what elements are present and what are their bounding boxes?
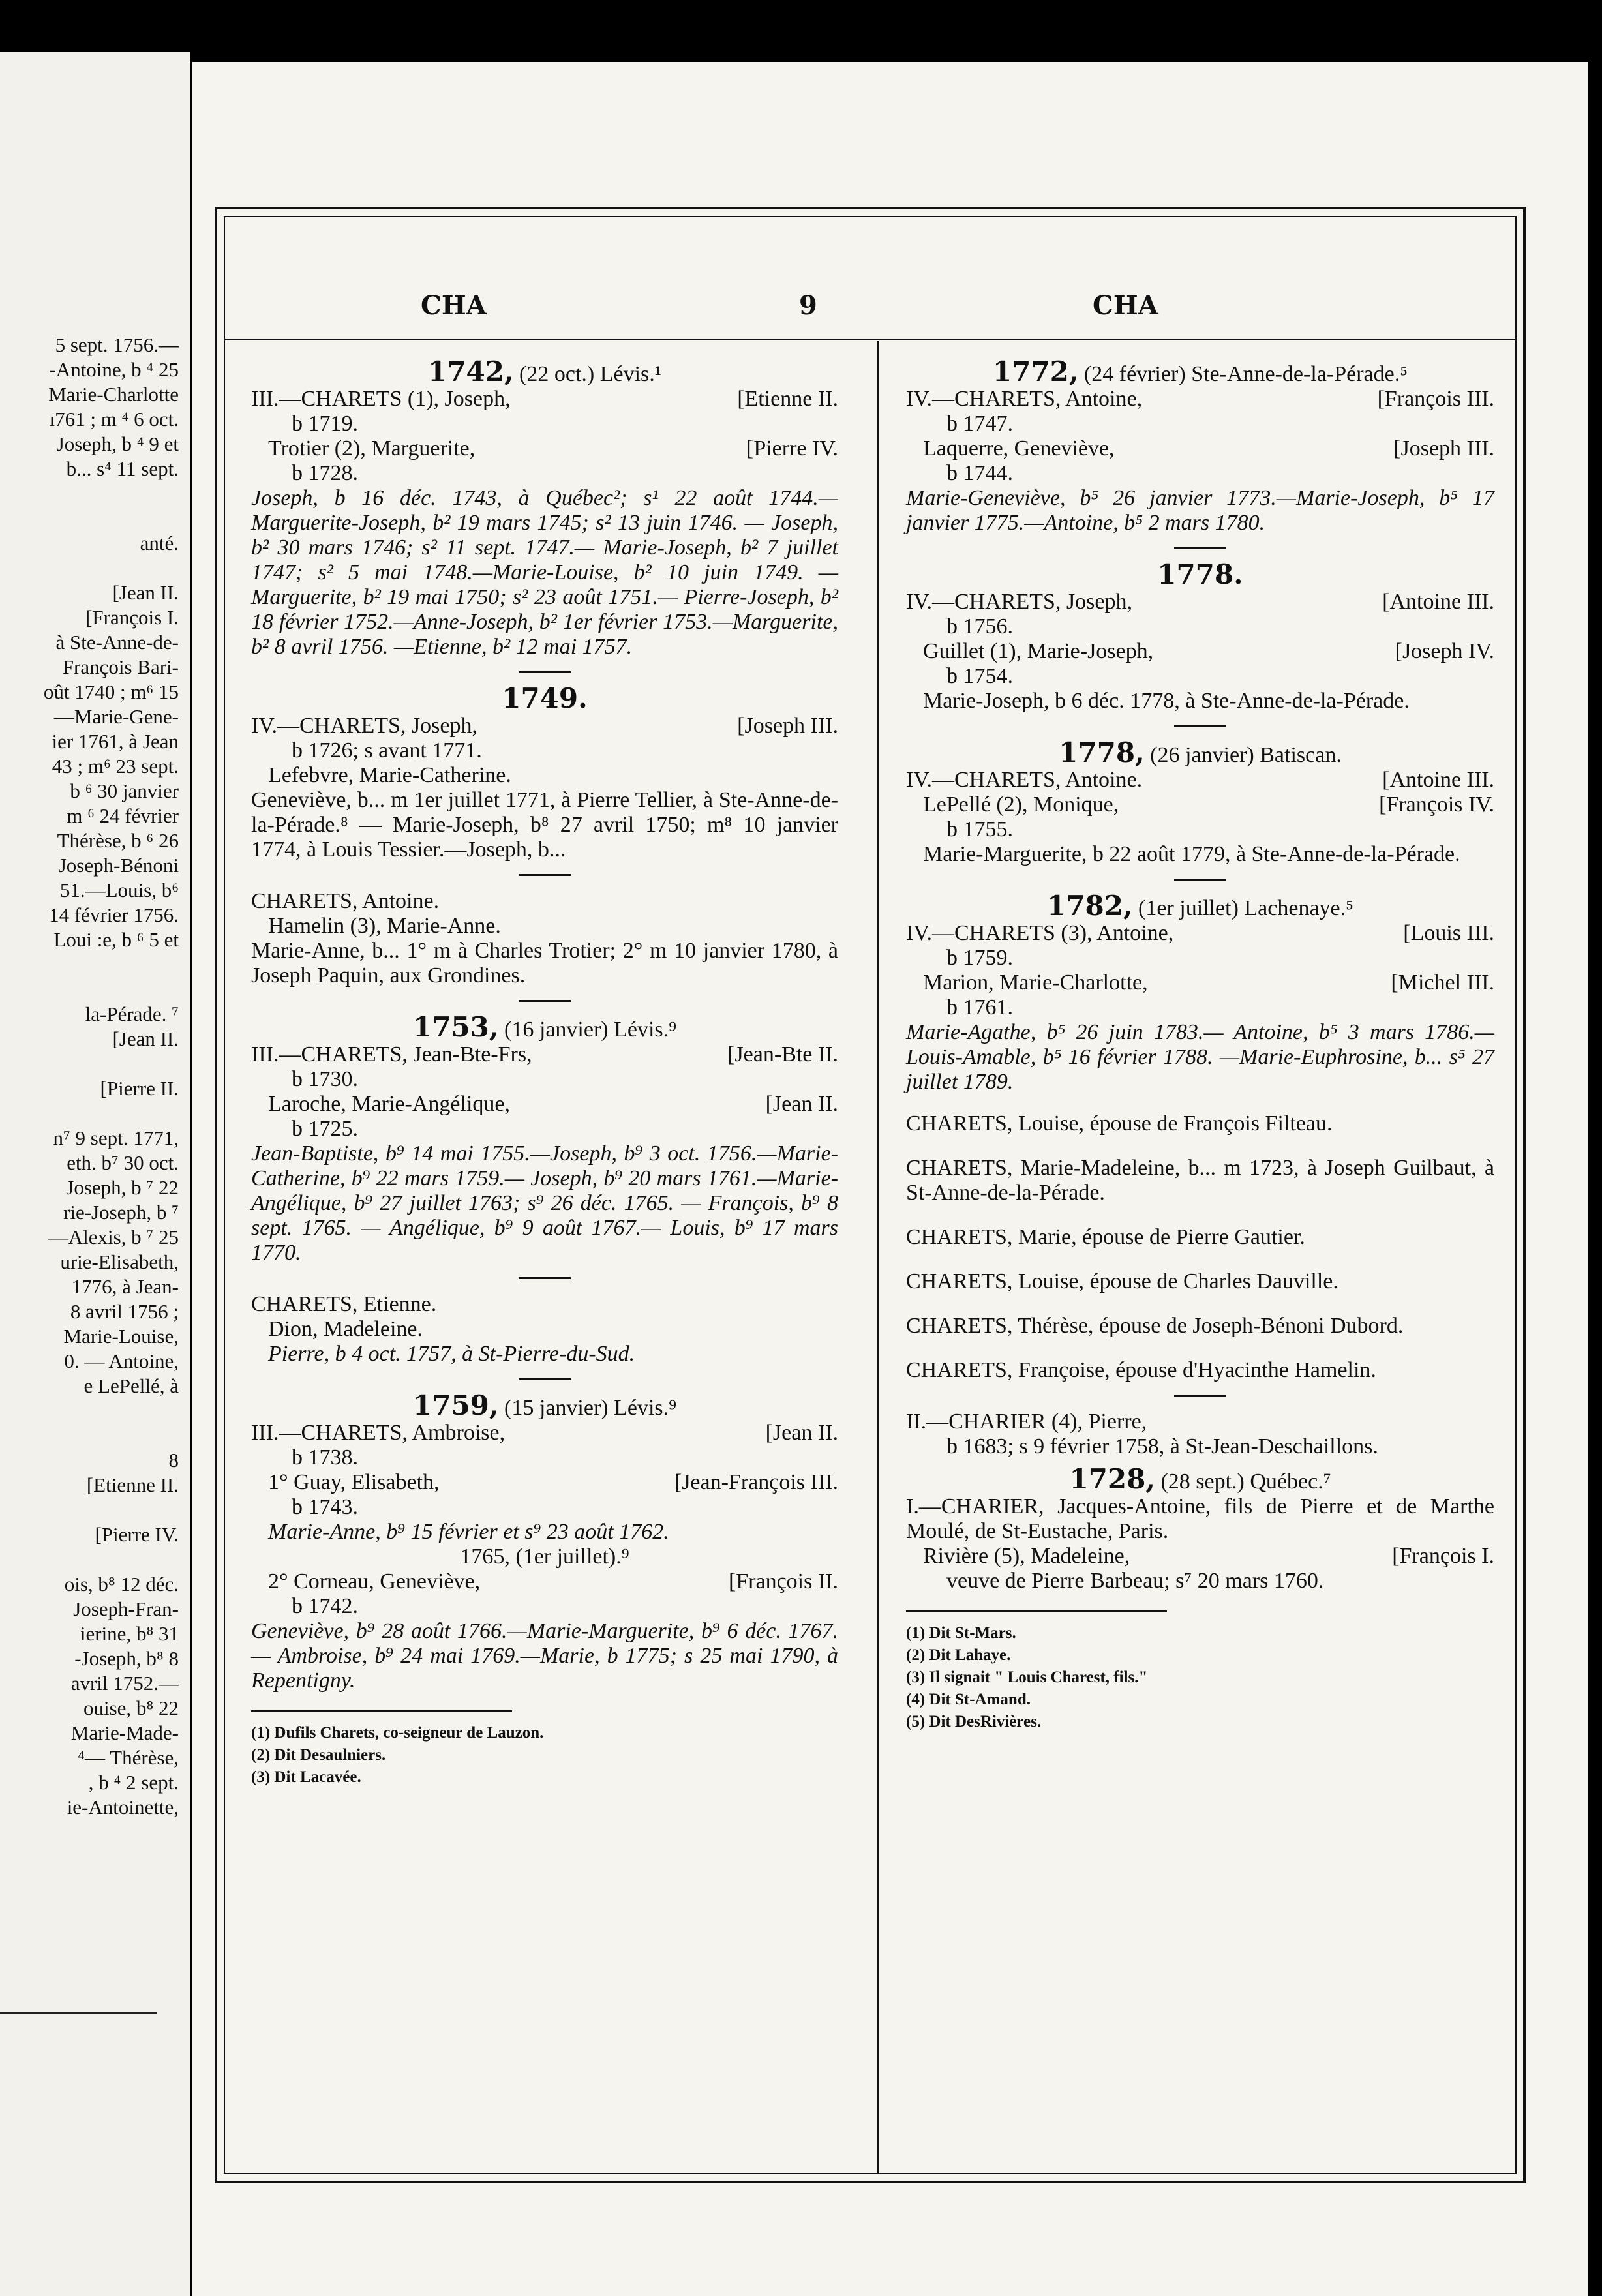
entry-1778b [906,736,1494,867]
entry-year: 1782, [1047,890,1133,922]
single-entry [906,1225,1494,1250]
entry-wife-parent: [Joseph IV. [1395,639,1494,663]
entry-1778a [906,558,1494,714]
entry-wife-birth: b 1761. [946,995,1013,1020]
entry-husband-parent: [Jean II. [765,1421,838,1445]
entry-wife-parent: [Joseph III. [1393,436,1494,461]
left-page-line [0,1498,190,1522]
entry-husband: III.—CHARETS, Jean-Bte-Frs, [251,1042,532,1066]
entry-year: 1772, [992,355,1079,387]
entry-husband-birth: b 1719. [292,412,358,436]
entry-children: Joseph, b 16 déc. 1743, à Québec²; s¹ 22 août 1744.—Marguerite-Joseph, b² 19 mars 1745; s² 13 juin 1746. — Joseph, b² 30 mars 1746; s² 11 sept. 1747.— Marie-Joseph, b² 7 juillet 1747; s² 5 mai 1748.—Marie-Louise, b² 10 juin 1749. — Marguerite, b² 19 mai 1750; s² 23 août 1751.— Pierre-Joseph, b² 18 février 1752.—Anne-Joseph, b² 1er février 1753.—Marguerite, b² 8 avril 1756. —Etienne, b² 12 mai 1757. [251,486,838,659]
left-page-line: Marie-Made- [70,1721,179,1744]
entry-year: 1749. [502,682,588,714]
entry-wife-parent: [Michel III. [1391,971,1494,995]
left-page-line: 43 ; m⁶ 23 sept. [52,755,179,778]
left-page-line [0,1398,190,1423]
left-page-line: 8 [168,1449,179,1472]
left-page-line: à Ste-Anne-de- [55,631,179,654]
left-page-line: François Bari- [62,656,179,678]
entry-1753 [251,1011,838,1265]
entry-year: 1778, [1059,736,1145,768]
left-page-line: b ⁶ 30 janvier [70,779,179,802]
entry-husband-birth: b 1756. [946,614,1013,639]
left-page-line: avril 1752.— [70,1672,179,1695]
entry-wife-parent: [Jean-François III. [674,1470,838,1494]
left-page-line: Joseph, b ⁷ 22 [66,1176,179,1199]
entry-husband: IV.—CHARETS (3), Antoine, [906,921,1174,945]
entry-second-wife-birth: b 1742. [292,1594,358,1618]
entry-husband-birth: b 1747. [946,412,1013,436]
entry-children: Marie-Anne, b... 1° m à Charles Trotier; 2° m 10 janvier 1780, à Joseph Paquin, aux Grondines. [251,939,838,988]
entry-1742 [251,355,838,659]
entry-place: (28 sept.) Québec.⁷ [1155,1470,1331,1494]
entry-second-marriage: 1765, (1er juillet).⁹ [460,1545,629,1569]
left-page-line [0,556,190,581]
entry-place: (26 janvier) Batiscan. [1144,743,1342,767]
footnote-rule [251,1710,512,1712]
left-page-line: ouise, b⁸ 22 [83,1697,179,1719]
entry-1759 [251,1389,838,1693]
footnote: (3) Il signait " Louis Charest, fils." [906,1669,1148,1686]
separator-rule [1174,1395,1226,1397]
entry-husband-parent: [Etienne II. [737,387,838,411]
entry-husband: CHARETS, Antoine. [251,889,440,913]
footnote: (4) Dit St-Amand. [906,1691,1031,1708]
left-page-line: —Marie-Gene- [53,705,179,728]
left-page-line: urie-Elisabeth, [60,1250,179,1273]
page-frame-inner [224,216,1517,2174]
entry-wife: Dion, Madeleine. [268,1317,423,1341]
entry-husband-birth: b 1738. [292,1445,358,1470]
entry-second-wife: 2° Corneau, Geneviève, [268,1569,481,1594]
single-entry-text: CHARETS, Louise, épouse de Charles Dauville. [906,1269,1338,1293]
entry-husband-birth: b 1726; s avant 1771. [292,738,482,763]
entry-husband: II.—CHARIER (4), Pierre, [906,1410,1147,1434]
left-page-line: e LePellé, à [83,1374,179,1397]
entry-1728 [906,1463,1494,1594]
single-entry [906,1156,1494,1205]
left-page-line: ie-Antoinette, [67,1796,179,1819]
entry-children: Marie-Joseph, b 6 déc. 1778, à Ste-Anne-de-la-Pérade. [923,689,1410,713]
separator-rule [519,671,571,673]
separator-rule [519,1378,571,1380]
left-page-line: Marie-Louise, [63,1325,179,1348]
single-entry-text: CHARETS, Louise, épouse de François Filteau. [906,1111,1333,1136]
left-page-line: Joseph-Bénoni [58,854,179,877]
entry-wife-birth: b 1754. [946,664,1013,688]
left-page-line: [Etienne II. [86,1473,179,1496]
left-page-line: 8 avril 1756 ; [70,1300,179,1323]
entry-1749 [251,682,838,862]
entry-year: 1778. [1157,558,1243,590]
entry-husband: I.—CHARIER, Jacques-Antoine, fils de Pierre et de Marthe Moulé, de St-Eustache, Paris. [906,1494,1494,1543]
left-page-line: Marie-Charlotte [48,383,179,406]
entry-husband-parent: [Antoine III. [1382,590,1494,614]
left-page-fragment [0,52,190,2296]
left-page-line: , b ⁴ 2 sept. [88,1771,179,1794]
separator-rule [1174,725,1226,727]
left-page-line: ı761 ; m ⁴ 6 oct. [49,408,179,430]
entry-details: b 1683; s 9 février 1758, à St-Jean-Deschaillons. [946,1434,1378,1458]
entry-year: 1728, [1069,1463,1155,1495]
footnote-rule [906,1610,1167,1612]
entry-wife: Marion, Marie-Charlotte, [923,971,1148,995]
left-page-line [0,1051,190,1076]
entry-children: Marie-Geneviève, b⁵ 26 janvier 1773.—Marie-Joseph, b⁵ 17 janvier 1775.—Antoine, b⁵ 2 mars 1780. [906,486,1494,535]
entry-husband-parent: [Louis III. [1403,921,1494,945]
entry-husband-birth: b 1730. [292,1067,358,1091]
entry-husband: IV.—CHARETS, Joseph, [906,590,1132,614]
left-page-line [0,481,190,506]
entry-place: (16 janvier) Lévis.⁹ [498,1018,676,1042]
entry-children: Geneviève, b⁹ 28 août 1766.—Marie-Marguerite, b⁹ 6 déc. 1767. — Ambroise, b⁹ 24 mai 1769.—Marie, b 1775; s 25 mai 1790, à Repentigny. [251,1619,838,1693]
entry-wife: Laroche, Marie-Angélique, [268,1092,510,1116]
left-page-line [0,977,190,1002]
single-entry-text: CHARETS, Marie, épouse de Pierre Gautier. [906,1225,1305,1249]
entry-wife-birth: b 1743. [292,1495,358,1519]
single-entry [906,1111,1494,1136]
left-page-line: [Jean II. [112,581,179,604]
left-page-line: ⁴— Thérèse, [78,1746,179,1769]
entry-charets-antoine [251,889,838,988]
entry-wife-birth: b 1725. [292,1117,358,1141]
separator-rule [1174,547,1226,549]
header-right: CHA [1093,290,1158,321]
entry-children: Marie-Anne, b⁹ 15 février et s⁹ 23 août 1762. [268,1520,669,1544]
page [192,62,1588,2296]
entry-wife: Lefebvre, Marie-Catherine. [268,763,511,787]
left-page-line [0,506,190,531]
entry-wife-birth: b 1744. [946,461,1013,485]
left-page-line: ier 1761, à Jean [52,730,179,753]
entry-place: (1er juillet) Lachenaye.⁵ [1132,896,1353,920]
separator-rule [519,1000,571,1002]
entry-wife: Laquerre, Geneviève, [923,436,1115,461]
entry-wife: Rivière (5), Madeleine, [923,1544,1130,1568]
entry-wife-birth: b 1755. [946,817,1013,841]
left-page-line: oût 1740 ; m⁶ 15 [43,680,179,703]
left-page-line: b... s⁴ 11 sept. [66,457,179,480]
entry-wife-parent: [François IV. [1379,793,1494,817]
entry-children: Pierre, b 4 oct. 1757, à St-Pierre-du-Sud. [268,1342,635,1366]
left-page-lines [0,333,190,1820]
left-page-line: rie-Joseph, b ⁷ [63,1201,179,1224]
entry-year: 1753, [413,1011,499,1043]
entry-children: Geneviève, b... m 1er juillet 1771, à Pierre Tellier, à Ste-Anne-de-la-Pérade.⁸ — Marie-Joseph, b⁸ 27 avril 1750; m⁸ 10 janvier 1774, à Louis Tessier.—Joseph, b... [251,788,838,862]
left-page-line: la-Pérade. ⁷ [85,1003,179,1025]
entry-husband: IV.—CHARETS, Joseph, [251,714,477,738]
entry-wife-details: veuve de Pierre Barbeau; s⁷ 20 mars 1760. [946,1569,1324,1593]
single-entry-text: CHARETS, Thérèse, épouse de Joseph-Bénoni Dubord. [906,1314,1404,1338]
left-page-line: 14 février 1756. [49,903,179,926]
entry-charier-pierre [906,1410,1494,1459]
left-page-line: 5 sept. 1756.— [55,333,179,356]
single-entry [906,1314,1494,1338]
entry-place: (24 février) Ste-Anne-de-la-Pérade.⁵ [1078,362,1408,386]
separator-rule [1174,879,1226,881]
separator-rule [519,1277,571,1279]
footnote: (3) Dit Lacavée. [251,1768,361,1786]
header-left: CHA [421,290,487,321]
entry-husband: CHARETS, Etienne. [251,1292,437,1316]
left-page-line: 1776, à Jean- [71,1275,179,1298]
left-page-line [0,1423,190,1448]
entry-1772 [906,355,1494,536]
entry-charets-etienne [251,1292,838,1367]
single-entry [906,1358,1494,1383]
left-page-line: [Pierre II. [100,1077,179,1100]
right-column [906,355,1494,1733]
footnote: (5) Dit DesRivières. [906,1713,1042,1730]
entry-husband-birth: b 1759. [946,946,1013,970]
left-page-line: [Pierre IV. [95,1523,179,1546]
entry-1782 [906,890,1494,1095]
header-rule [225,339,1515,340]
left-page-line: Thérèse, b ⁶ 26 [57,829,179,852]
left-page-line: [François I. [85,606,179,629]
left-page-line: n⁷ 9 sept. 1771, [53,1126,179,1149]
entry-husband-parent: [Jean-Bte II. [727,1042,838,1066]
entry-year: 1759, [413,1389,499,1421]
footnote: (2) Dit Desaulniers. [251,1746,386,1764]
left-page-line [0,1101,190,1126]
entry-wife-parent: [Pierre IV. [746,436,838,461]
left-page-line: anté. [140,532,179,554]
left-page-line: -Joseph, b⁸ 8 [74,1647,179,1670]
left-page-line: 51.—Louis, b⁶ [59,879,179,901]
footnote: (1) Dit St-Mars. [906,1624,1016,1642]
single-entry-text: CHARETS, Françoise, épouse d'Hyacinthe Hamelin. [906,1358,1376,1382]
entry-wife-parent: [Jean II. [765,1092,838,1116]
left-page-line: eth. b⁷ 30 oct. [67,1151,179,1174]
entry-wife-parent: [François I. [1392,1544,1494,1568]
entry-wife: LePellé (2), Monique, [923,793,1119,817]
left-page-line: ois, b⁸ 12 déc. [64,1573,179,1595]
entry-husband: IV.—CHARETS, Antoine, [906,387,1143,411]
entry-husband-parent: [Antoine III. [1382,768,1494,792]
left-page-line [0,1547,190,1572]
entry-place: (22 oct.) Lévis.¹ [513,362,661,386]
left-page-line [0,952,190,977]
entry-husband-parent: [François III. [1377,387,1494,411]
entry-year: 1742, [428,355,514,387]
left-page-line: 0. — Antoine, [64,1350,179,1372]
entry-children: Marie-Marguerite, b 22 août 1779, à Ste-Anne-de-la-Pérade. [923,842,1460,866]
left-page-line: Joseph-Fran- [73,1597,179,1620]
single-entry-text: CHARETS, Marie-Madeleine, b... m 1723, à Joseph Guilbaut, à St-Anne-de-la-Pérade. [906,1156,1494,1205]
left-page-line: ierine, b⁸ 31 [80,1622,179,1645]
entry-wife-birth: b 1728. [292,461,358,485]
entry-wife: Hamelin (3), Marie-Anne. [268,914,501,938]
single-entry [906,1269,1494,1294]
separator-rule [519,874,571,876]
left-page-line: Joseph, b ⁴ 9 et [56,432,179,455]
column-divider [877,341,879,2173]
page-number: 9 [799,290,817,321]
left-page-line: —Alexis, b ⁷ 25 [48,1226,179,1248]
entry-wife: Trotier (2), Marguerite, [268,436,476,461]
left-page-line: -Antoine, b ⁴ 25 [49,358,179,381]
entry-husband-parent: [Joseph III. [737,714,838,738]
left-page-rule [0,2012,157,2014]
page-frame [215,207,1526,2183]
entry-husband: IV.—CHARETS, Antoine. [906,768,1143,792]
footnote: (1) Dufils Charets, co-seigneur de Lauzon. [251,1724,544,1742]
entry-children: Jean-Baptiste, b⁹ 14 mai 1755.—Joseph, b⁹ 3 oct. 1756.—Marie-Catherine, b⁹ 22 mars 1759.— Joseph, b⁹ 20 mars 1761.—Marie-Angélique, b⁹ 27 juillet 1763; s⁹ 26 déc. 1765. — François, b⁹ 8 sept. 1765. — Angélique, b⁹ 9 août 1767.— Louis, b⁹ 17 mars 1770. [251,1141,838,1265]
entry-wife: 1° Guay, Elisabeth, [268,1470,440,1494]
entry-children: Marie-Agathe, b⁵ 26 juin 1783.— Antoine, b⁵ 3 mars 1786.—Louis-Amable, b⁵ 16 février 1788. —Marie-Euphrosine, b... s⁵ 27 juillet 1789. [906,1020,1494,1094]
left-page-line: Loui :e, b ⁶ 5 et [53,928,179,951]
entry-husband: III.—CHARETS (1), Joseph, [251,387,511,411]
entry-wife: Guillet (1), Marie-Joseph, [923,639,1154,663]
entry-place: (15 janvier) Lévis.⁹ [498,1396,676,1420]
left-page-line: m ⁶ 24 février [67,804,179,827]
entry-second-wife-parent: [François II. [728,1569,838,1594]
entry-husband: III.—CHARETS, Ambroise, [251,1421,506,1445]
left-page-line: [Jean II. [112,1027,179,1050]
left-column [251,355,838,1789]
footnote: (2) Dit Lahaye. [906,1646,1011,1664]
